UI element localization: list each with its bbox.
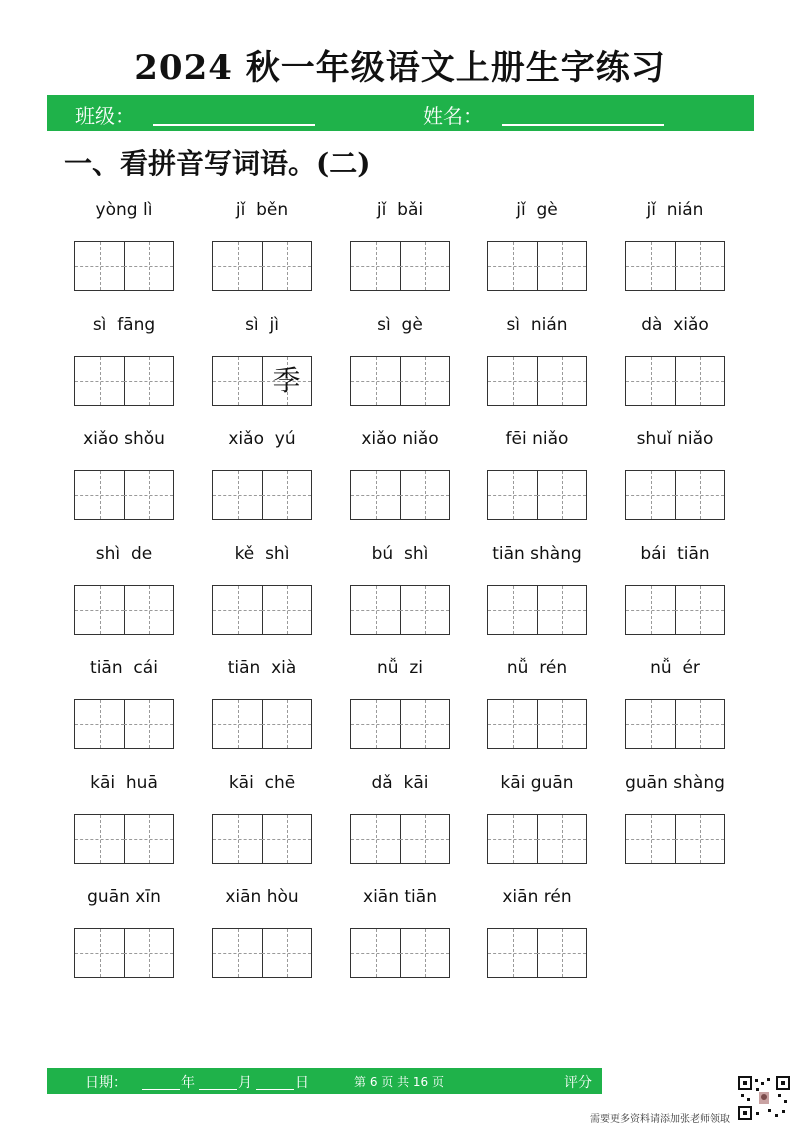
character-square[interactable]: [400, 929, 449, 977]
writing-box[interactable]: [625, 585, 725, 635]
writing-box[interactable]: [350, 241, 450, 291]
character-square[interactable]: [213, 929, 263, 977]
pinyin-label: xiǎo yú: [228, 429, 296, 449]
written-character: [124, 357, 173, 405]
written-character: [351, 586, 400, 634]
written-character: [213, 929, 262, 977]
written-character: [262, 815, 311, 863]
character-square[interactable]: [400, 700, 449, 748]
character-square[interactable]: [488, 471, 538, 519]
month-field[interactable]: [199, 1089, 237, 1090]
character-square[interactable]: [675, 700, 724, 748]
character-square[interactable]: [488, 586, 538, 634]
written-character: [262, 586, 311, 634]
character-square[interactable]: [213, 357, 263, 405]
written-character: [75, 586, 124, 634]
written-character: [537, 929, 586, 977]
writing-box[interactable]: [74, 814, 174, 864]
written-character: [75, 700, 124, 748]
written-character: [351, 929, 400, 977]
written-character: [675, 471, 724, 519]
character-square[interactable]: [213, 700, 263, 748]
writing-box[interactable]: [212, 699, 312, 749]
class-label: 班级：: [75, 104, 135, 128]
pinyin-label: dǎ kāi: [371, 772, 429, 793]
writing-box[interactable]: [350, 585, 450, 635]
character-square[interactable]: [488, 700, 538, 748]
written-character: [75, 242, 124, 290]
written-character: [400, 700, 449, 748]
written-character: [675, 242, 724, 290]
character-square[interactable]: [351, 357, 401, 405]
written-character: [400, 357, 449, 405]
pinyin-label: nǚ zi: [376, 658, 423, 678]
pinyin-label: xiān rén: [502, 887, 572, 907]
character-square[interactable]: [124, 242, 173, 290]
written-character: [75, 357, 124, 405]
written-character: [537, 586, 586, 634]
character-square[interactable]: [124, 357, 173, 405]
character-square[interactable]: [213, 586, 263, 634]
character-square[interactable]: [537, 357, 586, 405]
written-character: [537, 815, 586, 863]
character-square[interactable]: [213, 242, 263, 290]
written-character: [124, 700, 173, 748]
footer-bar: [47, 1068, 754, 1094]
character-square[interactable]: [537, 929, 586, 977]
character-square[interactable]: [124, 471, 173, 519]
written-character: [75, 815, 124, 863]
character-square[interactable]: [537, 586, 586, 634]
character-square[interactable]: [626, 700, 676, 748]
page-info: 第 6 页 共 16 页: [354, 1075, 444, 1089]
writing-box[interactable]: [487, 241, 587, 291]
written-character: [626, 471, 675, 519]
written-character: [400, 471, 449, 519]
writing-box[interactable]: [625, 814, 725, 864]
writing-box[interactable]: [74, 241, 174, 291]
written-character: [488, 700, 537, 748]
written-character: [626, 586, 675, 634]
written-character: [351, 700, 400, 748]
character-square[interactable]: [75, 700, 125, 748]
written-character: [124, 929, 173, 977]
character-square[interactable]: [124, 700, 173, 748]
year-label: 年: [181, 1075, 195, 1091]
character-square[interactable]: [262, 471, 311, 519]
written-character: [213, 700, 262, 748]
writing-box[interactable]: [212, 928, 312, 978]
written-character: [124, 586, 173, 634]
character-square[interactable]: [351, 471, 401, 519]
written-character: [351, 815, 400, 863]
character-square[interactable]: [75, 929, 125, 977]
character-square[interactable]: [488, 815, 538, 863]
character-square[interactable]: [626, 471, 676, 519]
written-character: [488, 471, 537, 519]
score-label: 评分: [564, 1075, 592, 1091]
pinyin-label: guān xīn: [87, 887, 161, 907]
character-square[interactable]: [75, 357, 125, 405]
writing-box[interactable]: [350, 356, 450, 406]
character-square[interactable]: [675, 357, 724, 405]
pinyin-label: fēi niǎo: [505, 429, 569, 449]
writing-box[interactable]: [212, 470, 312, 520]
writing-box[interactable]: [350, 699, 450, 749]
writing-box[interactable]: [74, 356, 174, 406]
pinyin-label: sì fāng: [92, 314, 156, 335]
promo-text: 需要更多资料请添加张老师领取: [590, 1114, 730, 1125]
character-square[interactable]: [351, 700, 401, 748]
character-square[interactable]: [626, 242, 676, 290]
character-square[interactable]: [537, 471, 586, 519]
character-square[interactable]: [537, 242, 586, 290]
character-square[interactable]: [351, 815, 401, 863]
written-character: [675, 700, 724, 748]
character-square[interactable]: [488, 357, 538, 405]
character-square[interactable]: [262, 929, 311, 977]
written-character: [675, 357, 724, 405]
written-character: [675, 815, 724, 863]
writing-box[interactable]: [212, 585, 312, 635]
writing-box[interactable]: [212, 241, 312, 291]
written-character: [626, 357, 675, 405]
day-field[interactable]: [256, 1089, 294, 1090]
written-character: [75, 929, 124, 977]
pinyin-label: kāi chē: [228, 772, 296, 793]
pinyin-label: xiān tiān: [363, 887, 437, 907]
writing-box[interactable]: [487, 356, 587, 406]
character-square[interactable]: [537, 815, 586, 863]
day-label: 日: [295, 1075, 309, 1091]
writing-box[interactable]: [487, 814, 587, 864]
written-character: [351, 471, 400, 519]
character-square[interactable]: [675, 242, 724, 290]
writing-box[interactable]: [487, 585, 587, 635]
character-square[interactable]: [351, 242, 401, 290]
month-label: 月: [238, 1075, 252, 1091]
written-character: [400, 242, 449, 290]
written-character: [213, 357, 262, 405]
pinyin-label: tiān xià: [227, 658, 297, 678]
year-field[interactable]: [142, 1089, 180, 1090]
character-square[interactable]: [262, 242, 311, 290]
writing-box[interactable]: [487, 470, 587, 520]
character-square[interactable]: [400, 471, 449, 519]
writing-box[interactable]: [212, 356, 312, 406]
written-character: [488, 242, 537, 290]
pinyin-label: xiān hòu: [225, 887, 299, 907]
pinyin-label: kāi guān: [500, 772, 574, 793]
written-character: [351, 242, 400, 290]
character-square[interactable]: [488, 242, 538, 290]
character-square[interactable]: [675, 471, 724, 519]
writing-box[interactable]: [350, 470, 450, 520]
character-square[interactable]: [400, 357, 449, 405]
written-character: [262, 700, 311, 748]
pinyin-label: jǐ gè: [516, 200, 558, 220]
pinyin-label: nǚ ér: [650, 658, 700, 678]
written-character: [262, 242, 311, 290]
section-title: 一、看拼音写词语。(二): [64, 147, 371, 180]
character-square[interactable]: [262, 357, 311, 405]
writing-box[interactable]: [350, 928, 450, 978]
pinyin-label: kāi huā: [90, 772, 158, 793]
writing-box[interactable]: [625, 356, 725, 406]
written-character: 季: [272, 363, 301, 397]
character-square[interactable]: [262, 700, 311, 748]
pinyin-label: guān shàng: [625, 772, 725, 793]
pinyin-label: bú shì: [371, 543, 429, 564]
written-character: [400, 929, 449, 977]
writing-box[interactable]: [487, 699, 587, 749]
writing-box[interactable]: [625, 470, 725, 520]
character-square[interactable]: [626, 586, 676, 634]
date-label: 日期：: [85, 1075, 127, 1091]
written-character: [213, 242, 262, 290]
character-square[interactable]: [262, 586, 311, 634]
written-character: [124, 815, 173, 863]
written-character: [537, 700, 586, 748]
writing-box[interactable]: [212, 814, 312, 864]
name-field[interactable]: [502, 124, 664, 126]
character-square[interactable]: [400, 586, 449, 634]
character-square[interactable]: [400, 815, 449, 863]
pinyin-label: xiǎo shǒu: [83, 429, 165, 449]
character-square[interactable]: [351, 586, 401, 634]
written-character: [626, 700, 675, 748]
writing-box[interactable]: [487, 928, 587, 978]
character-square[interactable]: [124, 929, 173, 977]
writing-box[interactable]: [625, 241, 725, 291]
info-banner: [47, 95, 754, 131]
character-square[interactable]: [537, 700, 586, 748]
writing-box[interactable]: [74, 585, 174, 635]
character-square[interactable]: [213, 471, 263, 519]
page-title: 2024 秋一年级语文上册生字练习: [134, 48, 666, 88]
written-character: [488, 586, 537, 634]
writing-box[interactable]: [625, 699, 725, 749]
pinyin-label: sì nián: [506, 314, 568, 335]
character-square[interactable]: [262, 815, 311, 863]
character-square[interactable]: [626, 815, 676, 863]
written-character: [213, 471, 262, 519]
written-character: [213, 815, 262, 863]
pinyin-label: xiǎo niǎo: [361, 429, 439, 449]
character-square[interactable]: [124, 815, 173, 863]
pinyin-label: shì de: [95, 543, 153, 564]
character-square[interactable]: [75, 471, 125, 519]
written-character: [262, 929, 311, 977]
pinyin-label: nǚ rén: [506, 658, 568, 678]
written-character: [675, 586, 724, 634]
written-character: [488, 357, 537, 405]
character-square[interactable]: [75, 586, 125, 634]
pinyin-label: tiān cái: [90, 658, 158, 678]
character-square[interactable]: [675, 586, 724, 634]
written-character: [262, 471, 311, 519]
written-character: [488, 929, 537, 977]
writing-box[interactable]: [74, 699, 174, 749]
character-square[interactable]: [75, 815, 125, 863]
character-square[interactable]: [351, 929, 401, 977]
character-square[interactable]: [75, 242, 125, 290]
character-square[interactable]: [488, 929, 538, 977]
writing-box[interactable]: [350, 814, 450, 864]
pinyin-label: jǐ bǎi: [376, 200, 424, 220]
writing-box[interactable]: [74, 928, 174, 978]
character-square[interactable]: [626, 357, 676, 405]
character-square[interactable]: [675, 815, 724, 863]
written-character: [400, 586, 449, 634]
class-field[interactable]: [153, 124, 315, 126]
character-square[interactable]: [400, 242, 449, 290]
written-character: [213, 586, 262, 634]
written-character: [626, 815, 675, 863]
written-character: [124, 471, 173, 519]
pinyin-label: yòng lì: [95, 200, 153, 220]
written-character: [351, 357, 400, 405]
score-box: [602, 1068, 754, 1094]
written-character: [537, 357, 586, 405]
written-character: [537, 242, 586, 290]
pinyin-label: sì gè: [377, 314, 423, 335]
written-character: [626, 242, 675, 290]
pinyin-label: kě shì: [234, 543, 290, 564]
pinyin-label: jǐ nián: [646, 200, 704, 220]
pinyin-label: dà xiǎo: [641, 314, 709, 335]
writing-box[interactable]: [74, 470, 174, 520]
pinyin-label: sì jì: [245, 314, 279, 335]
pinyin-label: jǐ běn: [235, 200, 289, 220]
character-square[interactable]: [124, 586, 173, 634]
qr-code-icon: [738, 1076, 790, 1120]
written-character: [400, 815, 449, 863]
written-character: [75, 471, 124, 519]
name-label: 姓名：: [423, 104, 483, 128]
character-square[interactable]: [213, 815, 263, 863]
pinyin-label: tiān shàng: [492, 543, 582, 564]
written-character: [488, 815, 537, 863]
written-character: [537, 471, 586, 519]
pinyin-label: shuǐ niǎo: [636, 429, 714, 449]
written-character: [124, 242, 173, 290]
pinyin-label: bái tiān: [640, 543, 710, 564]
